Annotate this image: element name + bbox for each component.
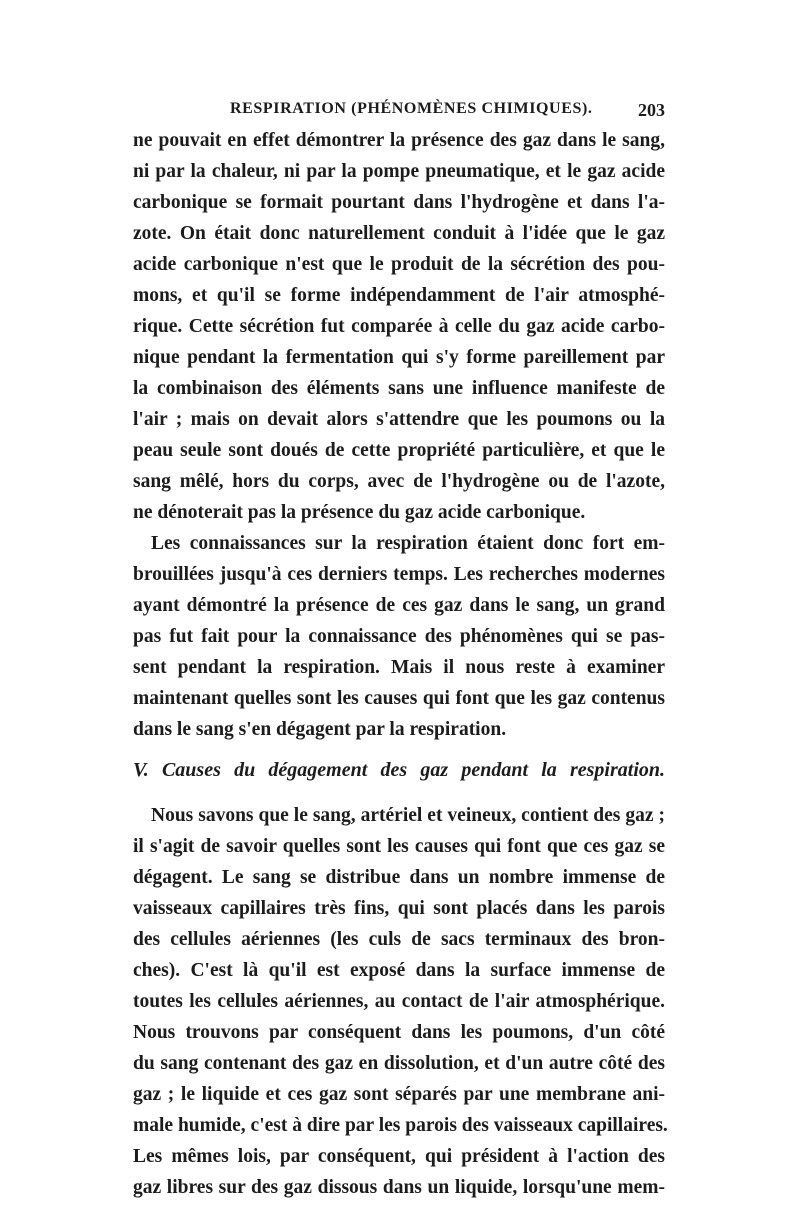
text-line: dans le sang s'en dégagent par la respiration. xyxy=(133,719,507,740)
text-line: mons, et qu'il se forme indépendamment de l'air atmosphé- xyxy=(133,285,665,306)
text-line: il s'agit de savoir quelles sont les causes qui font que ces gaz se xyxy=(133,836,665,857)
text-line: gaz libres sur des gaz dissous dans un liquide, lorsqu'une mem- xyxy=(133,1177,665,1198)
text-line: la combinaison des éléments sans une influence manifeste de xyxy=(133,378,665,399)
text-line: Nous trouvons par conséquent dans les poumons, d'un côté xyxy=(133,1022,665,1043)
text-line: toutes les cellules aériennes, au contact de l'air atmosphérique. xyxy=(133,991,665,1012)
text-line: maintenant quelles sont les causes qui font que les gaz contenus xyxy=(133,688,665,709)
page-number: 203 xyxy=(638,100,665,120)
text-line: brouillées jusqu'à ces derniers temps. Les recherches modernes xyxy=(133,564,665,585)
running-header xyxy=(130,100,665,124)
text-line: ni par la chaleur, ni par la pompe pneumatique, et le gaz acide xyxy=(133,161,665,182)
text-line: carbonique se formait pourtant dans l'hydrogène et dans l'a- xyxy=(133,192,665,213)
text-line: peau seule sont doués de cette propriété particulière, et que le xyxy=(133,440,665,461)
text-line: male humide, c'est à dire par les parois des vaisseaux capillaires. xyxy=(133,1115,668,1136)
text-line: sent pendant la respiration. Mais il nous reste à examiner xyxy=(133,657,665,678)
running-title: RESPIRATION (PHÉNOMÈNES CHIMIQUES). xyxy=(230,100,593,117)
text-line: zote. On était donc naturellement conduit à l'idée que le gaz xyxy=(133,223,665,244)
text-line: pas fut fait pour la connaissance des phénomènes qui se pas- xyxy=(133,626,665,647)
text-line: sang mêlé, hors du corps, avec de l'hydrogène ou de l'azote, xyxy=(133,471,665,492)
text-line: nique pendant la fermentation qui s'y forme pareillement par xyxy=(133,347,665,368)
text-line: Les mêmes lois, par conséquent, qui président à l'action des xyxy=(133,1146,665,1167)
text-line: ches). C'est là qu'il est exposé dans la surface immense de xyxy=(133,960,665,981)
page-body xyxy=(133,125,668,1203)
text-line: Nous savons que le sang, artériel et veineux, contient des gaz ; xyxy=(151,805,665,826)
text-line: gaz ; le liquide et ces gaz sont séparés par une membrane ani- xyxy=(133,1084,665,1105)
paragraph xyxy=(133,800,668,1203)
text-line: des cellules aériennes (les culs de sacs terminaux des bron- xyxy=(133,929,665,950)
text-line: acide carbonique n'est que le produit de la sécrétion des pou- xyxy=(133,254,665,275)
text-line: dégagent. Le sang se distribue dans un nombre immense de xyxy=(133,867,665,888)
text-line: ne pouvait en effet démontrer la présence des gaz dans le sang, xyxy=(133,130,665,151)
text-line: l'air ; mais on devait alors s'attendre que les poumons ou la xyxy=(133,409,665,430)
paragraph xyxy=(133,528,665,745)
section-heading: V. Causes du dégagement des gaz pendant la respiration. xyxy=(133,759,665,781)
text-line: Les connaissances sur la respiration étaient donc fort em- xyxy=(151,533,665,554)
text-line: ayant démontré la présence de ces gaz dans le sang, un grand xyxy=(133,595,665,616)
text-line: ne dénoterait pas la présence du gaz acide carbonique. xyxy=(133,502,586,523)
text-line: vaisseaux capillaires très fins, qui sont placés dans les parois xyxy=(133,898,665,919)
text-line: du sang contenant des gaz en dissolution, et d'un autre côté des xyxy=(133,1053,665,1074)
paragraph xyxy=(133,125,665,528)
text-line: rique. Cette sécrétion fut comparée à celle du gaz acide carbo- xyxy=(133,316,665,337)
